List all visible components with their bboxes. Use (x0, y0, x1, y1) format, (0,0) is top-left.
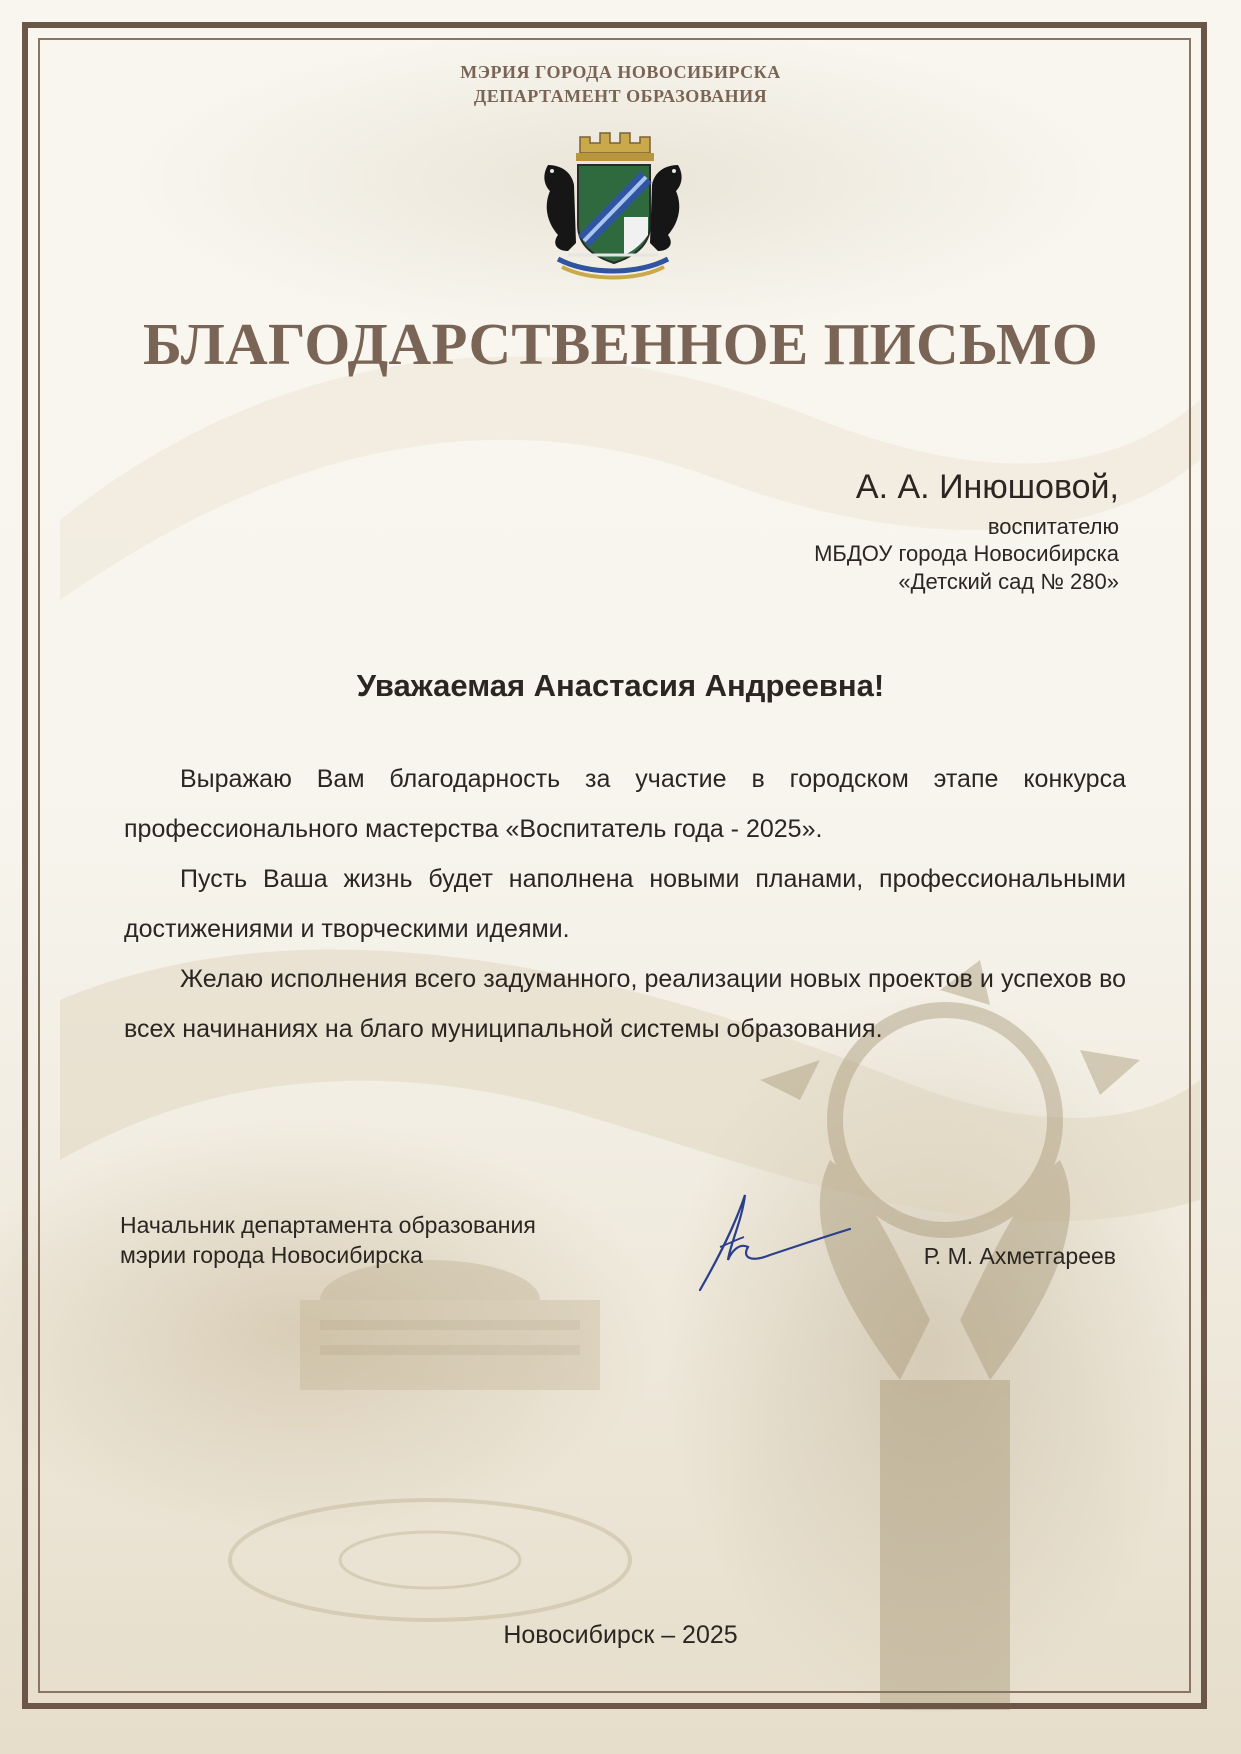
body-paragraph-2: Пусть Ваша жизнь будет наполнена новыми планами, профессиональными достижениями и творческими идеями. (124, 865, 1126, 943)
footer-place-year: Новосибирск – 2025 (503, 1621, 738, 1649)
addressee-organization: МБДОУ города Новосибирска (814, 541, 1119, 566)
addressee-role: воспитателю (987, 514, 1119, 539)
novosibirsk-coat-of-arms-icon (528, 125, 698, 285)
document-title: БЛАГОДАРСТВЕННОЕ ПИСЬМО (142, 311, 1099, 377)
letter-body (124, 754, 1126, 1054)
signatory-position-line-2: мэрии города Новосибирска (120, 1242, 423, 1268)
header-line-2: ДЕПАРТАМЕНТ ОБРАЗОВАНИЯ (473, 86, 768, 106)
body-paragraph-1: Выражаю Вам благодарность за участие в городском этапе конкурса профессионального мастерства «Воспитатель года - 2025». (124, 765, 1126, 843)
body-paragraph-3: Желаю исполнения всего задуманного, реализации новых проектов и успехов во всех начинаниях на благо муниципальной системы образования. (124, 965, 1126, 1043)
signatory-name: Р. М. Ахметгареев (923, 1243, 1116, 1269)
salutation: Уважаемая Анастасия Андреевна! (356, 668, 885, 703)
addressee-name: А. А. Инюшовой, (855, 468, 1119, 506)
header-line-1: МЭРИЯ ГОРОДА НОВОСИБИРСКА (460, 62, 781, 82)
handwritten-signature (690, 1185, 860, 1295)
addressee-kindergarten: «Детский сад № 280» (898, 569, 1119, 594)
signatory-position (120, 1210, 536, 1270)
signatory-position-line-1: Начальник департамента образования (120, 1212, 536, 1238)
